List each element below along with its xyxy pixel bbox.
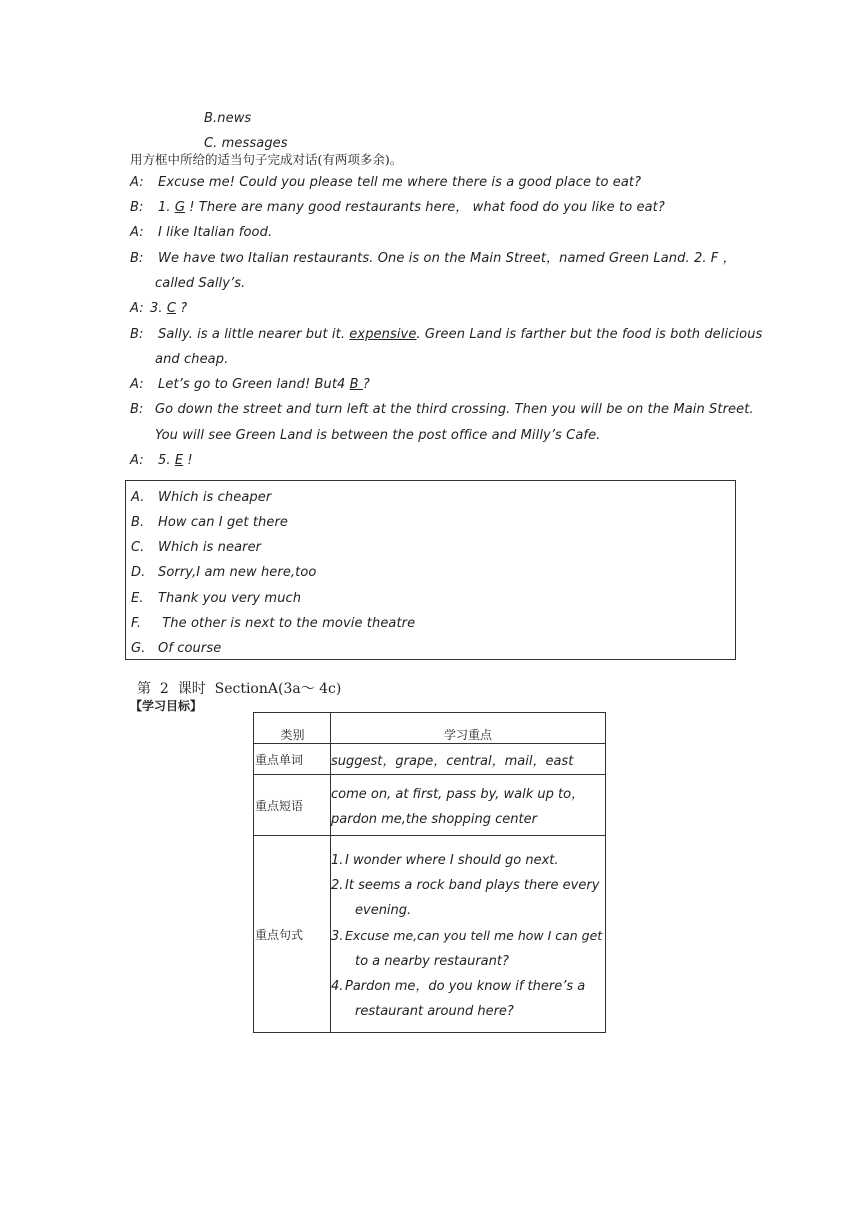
option-letter: E.	[131, 591, 144, 606]
option-item	[131, 589, 301, 609]
header-focus: 学习重点	[331, 713, 606, 744]
dialogue-text: ! There are many good restaurants here， what food do you like to eat?	[185, 200, 665, 215]
dialogue-line-2	[130, 198, 665, 218]
phrase-line: come on, at first, pass by, walk up to，	[331, 786, 585, 802]
answer-blank: B	[349, 377, 363, 392]
dialogue-line-5	[130, 299, 187, 319]
sentence-item	[331, 873, 605, 898]
phrase-line: pardon me,the shopping center	[331, 811, 537, 827]
option-c-messages: C. messages	[204, 136, 288, 151]
option-item	[131, 639, 221, 659]
speaker-label: A:	[130, 175, 144, 190]
option-item	[131, 538, 261, 558]
speaker-label: B:	[130, 200, 144, 215]
sentence-number: 2.	[331, 878, 344, 893]
study-goal-label: 【学习目标】	[130, 699, 203, 713]
option-item	[131, 488, 271, 508]
dialogue-text: 1.	[158, 200, 175, 215]
section-title: 第 2 课时 SectionA(3a～ 4c)	[137, 681, 342, 697]
speaker-label: B:	[130, 327, 144, 342]
dialogue-line-6	[130, 325, 762, 345]
dialogue-line-9	[130, 451, 193, 471]
sentence-item	[331, 923, 605, 949]
dialogue-text: Sally. is a little nearer but it.	[158, 327, 350, 342]
speaker-label: A:	[130, 225, 144, 240]
sentence-number: 4.	[331, 979, 344, 994]
sentence-cont: evening.	[355, 903, 412, 918]
sentence-text: Pardon me，do you know if there’s a	[345, 979, 586, 994]
option-text: Of course	[158, 641, 222, 656]
dialogue-text: I like Italian food.	[158, 225, 273, 240]
answer-blank: C	[166, 301, 177, 316]
dialogue-line-8-cont: You will see Green Land is between the post office and Milly’s Cafe.	[155, 428, 601, 443]
answer-blank: G	[174, 200, 186, 215]
dialogue-text: Go down the street and turn left at the third crossing. Then you will be on the Main Street.	[155, 402, 754, 417]
row-content	[331, 775, 606, 836]
option-b-news: B.news	[204, 111, 252, 126]
option-item	[131, 513, 288, 533]
dialogue-text: 3.	[150, 301, 167, 316]
option-letter: F.	[131, 616, 142, 631]
options-box	[125, 480, 736, 660]
table-row-sentences	[254, 836, 606, 1033]
option-text: Which is cheaper	[158, 490, 272, 505]
dialogue-text: ?	[176, 301, 188, 316]
dialogue-text: We have two Italian restaurants. One is on the Main Street，named Green Land. 2. F ，	[158, 251, 736, 266]
speaker-label: A:	[130, 453, 144, 468]
table-header-row	[254, 713, 606, 744]
sentence-item	[331, 974, 605, 999]
study-focus-table	[253, 712, 606, 1033]
option-letter: A.	[131, 490, 145, 505]
speaker-label: B:	[130, 402, 144, 417]
dialogue-text: . Green Land is farther but the food is both delicious	[416, 327, 763, 342]
table-row-words	[254, 744, 606, 775]
dialogue-line-7	[130, 375, 370, 395]
option-item	[131, 563, 316, 583]
option-text: Sorry,I am new here,too	[158, 565, 317, 580]
answer-blank: expensive	[349, 327, 417, 342]
dialogue-text: ?	[362, 377, 370, 392]
dialogue-line-1	[130, 173, 641, 193]
sentence-text: It seems a rock band plays there every	[345, 878, 600, 893]
dialogue-line-3	[130, 223, 272, 243]
speaker-label: A:	[130, 301, 144, 316]
option-text: Thank you very much	[158, 591, 302, 606]
option-text: How can I get there	[158, 515, 289, 530]
answer-blank: E	[174, 453, 184, 468]
option-text: Which is nearer	[158, 540, 262, 555]
sentence-text: Excuse me,can you tell me how I can get	[345, 928, 603, 943]
sentence-number: 3.	[331, 929, 344, 944]
dialogue-line-6-cont: and cheap.	[155, 352, 229, 367]
option-letter: G.	[131, 641, 146, 656]
speaker-label: B:	[130, 251, 144, 266]
dialogue-text: Let’s go to Green land! But4	[158, 377, 350, 392]
sentence-cont: restaurant around here?	[355, 1004, 514, 1019]
dialogue-text: !	[183, 453, 193, 468]
dialogue-line-8	[130, 400, 754, 420]
option-letter: D.	[131, 565, 146, 580]
row-content: suggest，grape，central，mail，east	[331, 744, 606, 775]
header-category: 类别	[254, 713, 331, 744]
sentence-cont: to a nearby restaurant?	[355, 954, 509, 969]
table-row-phrases	[254, 775, 606, 836]
row-label: 重点句式	[254, 836, 331, 1033]
dialogue-line-4	[130, 249, 736, 269]
dialogue-text: 5.	[158, 453, 175, 468]
option-text: The other is next to the movie theatre	[158, 616, 416, 631]
dialogue-text: Excuse me! Could you please tell me where there is a good place to eat?	[158, 175, 642, 190]
sentence-text: I wonder where I should go next.	[345, 853, 559, 868]
option-letter: C.	[131, 540, 145, 555]
dialogue-line-4-cont: called Sally’s.	[155, 276, 246, 291]
sentence-number: 1.	[331, 853, 344, 868]
speaker-label: A:	[130, 377, 144, 392]
row-label: 重点单词	[254, 744, 331, 775]
option-letter: B.	[131, 515, 145, 530]
sentence-item	[331, 848, 605, 873]
row-label: 重点短语	[254, 775, 331, 836]
instruction-text: 用方框中所给的适当句子完成对话(有两项多余)。	[130, 152, 403, 167]
row-content	[331, 836, 606, 1033]
option-item	[131, 614, 415, 634]
